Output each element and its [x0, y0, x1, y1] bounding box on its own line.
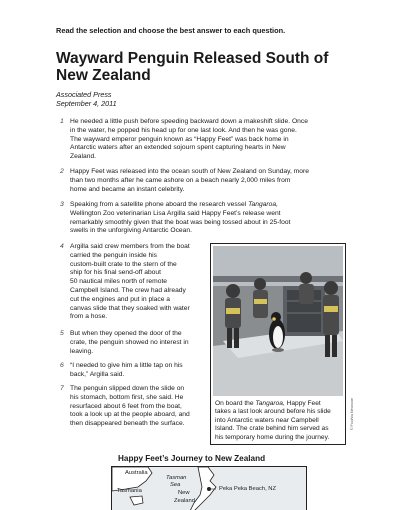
paragraph-3: Speaking from a satellite phone aboard the research vessel Tangaroa, Wellington Zoo veterinarian Lisa Argilla said Happy Feet’s release went remarkably smoothly given that the boat was being tossed about in 25-foot swells in the unforgiving Antarctic Ocean. — [70, 201, 291, 235]
paragraph-number: 3 — [60, 201, 64, 208]
paragraph-number: 1 — [60, 118, 64, 125]
paragraph-1: He needed a little push before speeding backward down a makeshift slide. Once in the water, he popped his head up for one last look. And then he was gone. The wayward emperor penguin known as “Happy Feet” was back home in Antarctic waters after an extended sojourn spent capturing hearts in New Zealand. — [70, 118, 308, 161]
photo-credit: © Pool/via Newscom — [350, 397, 354, 430]
journey-map — [111, 466, 307, 510]
map-label-new-zealand: New — [178, 490, 190, 496]
photo-figure — [210, 243, 346, 445]
article-date: September 4, 2011 — [56, 99, 117, 108]
map-label-tasmania: Tasmania — [117, 488, 142, 494]
map-label-peka-peka: Peka Peka Beach, NZ — [219, 486, 277, 492]
paragraph-number: 4 — [60, 243, 64, 250]
map-title: Happy Feet’s Journey to New Zealand — [118, 454, 266, 463]
article-source: Associated Press — [56, 90, 112, 99]
penguin-photo — [213, 246, 343, 396]
map-label-australia: Australia — [125, 470, 148, 476]
paragraph-4: Argilla said crew members from the boat carried the penguin inside his custom-built crate to the stern of the ship for his final send-off about 50 nautical miles north of remote Campbell Island. The crew had already cut the engines and put in place a canvas slide that they soaked with water from a hose. — [70, 243, 190, 321]
paragraph-number: 6 — [60, 362, 64, 369]
photo-caption: On board the Tangaroa, Happy Feet takes a last look around before his slide into Antarctic waters near Campbell Island. The crate behind him served as his temporary home during the journey. — [215, 400, 331, 441]
paragraph-number: 5 — [60, 330, 64, 337]
paragraph-number: 7 — [60, 385, 64, 392]
paragraph-7: The penguin slipped down the slide on his stomach, bottom first, she said. He resurfaced about 6 feet from the boat, took a look up at the people aboard, and then disappeared beneath the surface. — [70, 385, 190, 428]
penguin-photo-illustration — [213, 246, 343, 396]
paragraph-6: “I needed to give him a little tap on his back,” Argilla said. — [70, 362, 183, 378]
map-label-tasman-sea-2: Sea — [170, 482, 181, 488]
instructions: Read the selection and choose the best answer to each question. — [56, 26, 286, 35]
map-label-new-zealand-2: Zealand — [174, 498, 195, 504]
paragraph-2: Happy Feet was released into the ocean south of New Zealand on Sunday, more than two months after he came ashore on a beach nearly 2,000 miles from home and became an instant celebrity. — [70, 168, 309, 193]
map-label-tasman-sea: Tasman — [166, 475, 187, 481]
paragraph-5: But when they opened the door of the crate, the penguin showed no interest in leaving. — [70, 330, 189, 355]
article-title: Wayward Penguin Released South of New Zealand — [56, 50, 329, 84]
paragraph-number: 2 — [60, 168, 64, 175]
